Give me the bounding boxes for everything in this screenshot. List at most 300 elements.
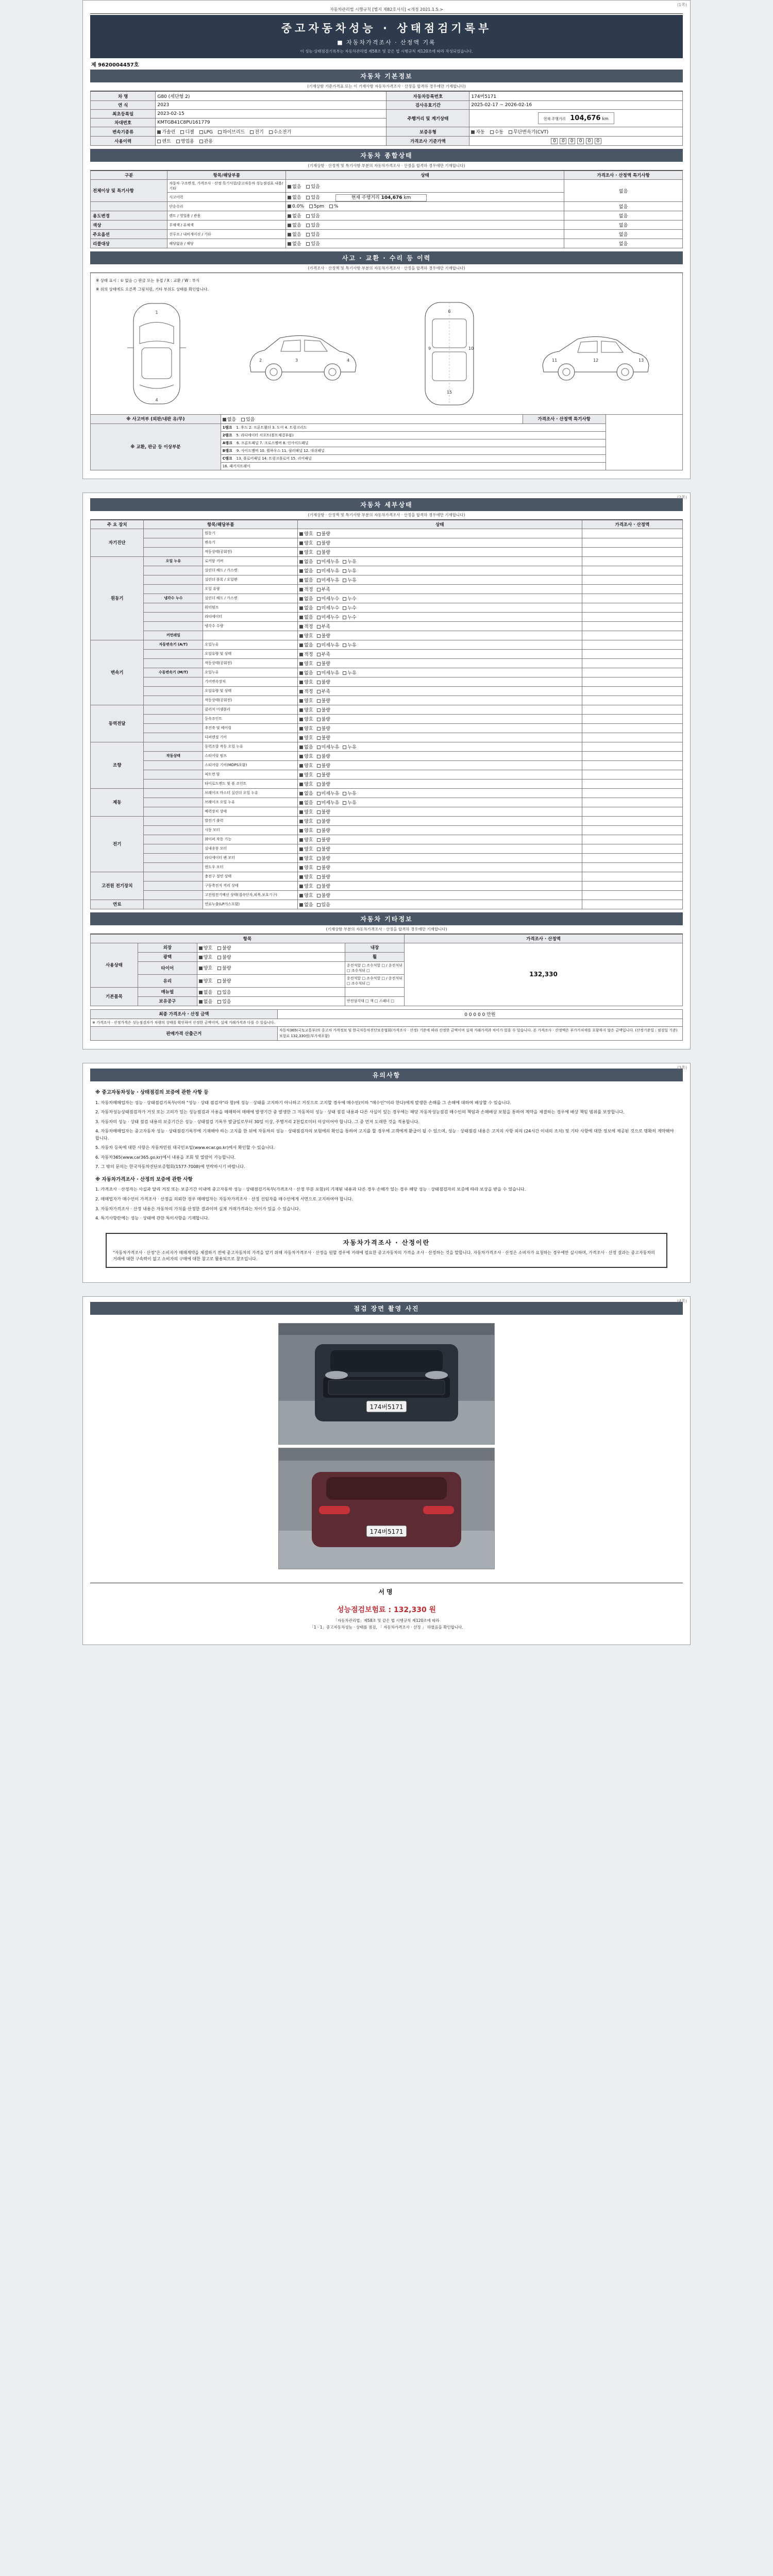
checkbox-icon[interactable] [317,708,321,712]
form-legal-ref: 자동차관리법 시행규칙 [별지 제82호서식] <개정 2021.1.5.> [90,6,683,14]
etc-opts-0[interactable]: 양호 불량 [197,943,345,952]
checkbox-icon[interactable] [299,718,303,721]
checkbox-icon[interactable] [299,634,303,638]
checkbox-icon[interactable] [299,690,303,693]
detail-item: 변속기 [203,538,298,547]
checkbox-icon[interactable] [317,597,321,601]
detail-state-options[interactable] [298,835,582,844]
checkbox-icon[interactable] [343,579,346,582]
checkbox-icon[interactable] [299,736,303,740]
checkbox-icon[interactable] [317,653,321,656]
checkbox-icon[interactable] [299,857,303,860]
detail-state-options[interactable] [298,529,582,538]
detail-state-options[interactable] [298,556,582,566]
checkbox-icon[interactable] [299,894,303,897]
trans-options-cell[interactable] [469,127,683,137]
detail-amount [582,788,682,798]
detail-state-label: 양호 [304,735,313,741]
checkbox-icon[interactable] [217,946,221,950]
overall-col-2: 상태 [286,171,564,180]
checkbox-icon[interactable] [317,606,321,610]
detail-subgroup [144,649,203,658]
detail-amount [582,825,682,835]
checkbox-icon[interactable] [317,736,321,740]
checkbox-icon[interactable] [299,671,303,675]
checkbox-icon[interactable] [157,140,161,143]
detail-amount [582,658,682,668]
checkbox-icon[interactable] [343,616,346,619]
checkbox-icon[interactable] [317,671,321,675]
checkbox-icon[interactable] [217,956,221,959]
detail-subgroup [144,900,203,909]
checkbox-icon[interactable] [299,699,303,703]
checkbox-icon[interactable] [299,755,303,758]
panel-items-0: 1. 후드 2. 프론트휀더 3. 도어 4. 트렁크리드 [236,425,307,430]
table-row [91,101,683,110]
checkbox-icon[interactable] [299,885,303,888]
checkbox-icon[interactable] [329,205,333,208]
checkbox-icon[interactable] [299,875,303,879]
table-row [91,733,683,742]
svg-text:4: 4 [347,358,350,363]
checkbox-icon[interactable] [299,848,303,851]
checkbox-icon[interactable] [217,991,221,994]
detail-state-label: 불량 [321,754,330,759]
checkbox-icon[interactable] [217,1000,221,1004]
detail-state-options[interactable] [298,742,582,751]
price-basis-body: 자동차365(국토교통부)의 중고차 가격정보 및 한국자동차진단보증협회(가격조사 · 산정) 기준에 따라 산정한 금액이며 실제 거래가격과 차이가 있을 수 있습니다. 본 가격조사 · 산정액은 부가가치세를 포함하지 않은 금액입니다. (산정기준일 : 점검일 기준) 보험료 132,330원(부가세포함) [277,1026,682,1040]
detail-state-label: 양호 [304,874,313,880]
table-row [91,538,683,547]
checkbox-icon[interactable] [343,671,346,675]
checkbox-icon[interactable] [299,820,303,823]
checkbox-icon[interactable] [317,690,321,693]
table-row [91,844,683,853]
checkbox-icon[interactable] [317,755,321,758]
checkbox-icon[interactable] [176,140,180,143]
basic-label-0: 차 명 [91,92,156,101]
detail-state-label: 누유 [347,670,357,676]
checkbox-icon[interactable] [343,643,346,647]
detail-state-options[interactable] [298,825,582,835]
checkbox-icon[interactable] [317,829,321,833]
checkbox-icon[interactable] [299,653,303,656]
page-4 [82,1296,691,1645]
checkbox-icon[interactable] [471,130,475,134]
checkbox-icon[interactable] [306,196,310,199]
checkbox-icon[interactable] [509,130,512,134]
detail-group-name: 원동기 [91,556,144,640]
panel-row-4 [221,454,606,462]
checkbox-icon[interactable] [299,597,303,601]
overall-state-4[interactable]: 없음 있음 [286,221,564,230]
detail-state-options[interactable] [298,853,582,862]
checkbox-icon[interactable] [317,857,321,860]
checkbox-icon[interactable] [317,894,321,897]
checkbox-icon[interactable] [490,130,494,134]
detail-state-label: 양호 [304,754,313,759]
table-row [91,1026,683,1040]
overall-note-0: 없음 [564,180,683,202]
checkbox-icon[interactable] [317,866,321,870]
overall-item-6: 해당없음 / 해당 [167,239,286,248]
checkbox-icon[interactable] [299,643,303,647]
svg-text:10: 10 [468,346,474,351]
table-row [91,649,683,658]
detail-state-options[interactable] [298,658,582,668]
overall-state-2[interactable]: 0.0% 5pm % [286,202,564,211]
table-row [91,556,683,566]
detail-state-options[interactable] [298,575,582,584]
detail-amount [582,742,682,751]
checkbox-icon[interactable] [299,838,303,842]
svg-text:4: 4 [155,397,158,402]
checkbox-icon[interactable] [299,708,303,712]
detail-state-options[interactable] [298,844,582,853]
checkbox-icon[interactable] [223,418,226,421]
use-options-cell[interactable] [156,137,386,146]
checkbox-icon[interactable] [299,745,303,749]
table-row [91,1009,683,1019]
checkbox-icon[interactable] [343,792,346,795]
detail-state-options[interactable] [298,696,582,705]
page-title: 중고자동차성능 · 상태점검기록부 [281,22,492,35]
checkbox-icon[interactable] [217,979,221,983]
checkbox-icon[interactable] [317,773,321,777]
footer-legal [90,1616,683,1636]
etc-opts-1[interactable]: 양호 불량 [197,952,345,961]
digit-box: 0 [568,138,575,144]
fuel-opt-4: 전기 [255,130,264,135]
detail-state-options[interactable] [298,788,582,798]
accident-check-label: ※ 사고여부 (외판/내판 유/무) [91,414,221,423]
checkbox-icon[interactable] [299,829,303,833]
checkbox-icon[interactable] [317,885,321,888]
basic-label2-4: 보증유형 [386,127,469,137]
checkbox-icon[interactable] [299,866,303,870]
detail-item: 로커암 커버 [203,556,298,566]
checkbox-icon[interactable] [299,569,303,573]
table-row [91,742,683,751]
detail-amount [582,538,682,547]
checkbox-icon[interactable] [306,214,310,218]
checkbox-icon[interactable] [269,130,273,134]
detail-state-label: 누유 [347,800,357,806]
checkbox-icon[interactable] [157,130,161,134]
checkbox-icon[interactable] [317,634,321,638]
table-row [91,612,683,621]
detail-state-options[interactable] [298,714,582,723]
checkbox-icon[interactable] [299,783,303,786]
checkbox-icon[interactable] [299,801,303,805]
checkbox-icon[interactable] [299,681,303,684]
checkbox-icon[interactable] [299,773,303,777]
etc-opts-2[interactable]: 양호 불량 [197,961,345,974]
checkbox-icon[interactable] [343,801,346,805]
checkbox-icon[interactable] [288,205,291,208]
detail-state-options[interactable] [298,584,582,594]
checkbox-icon[interactable] [199,1000,203,1004]
checkbox-icon[interactable] [288,233,291,236]
accident-note-label: 가격조사 · 산정액 특기사항 [523,414,606,423]
detail-group-name: 연료 [91,900,144,909]
detail-state-options[interactable] [298,807,582,816]
overall-state-1[interactable]: 없음 있음 현재 주행거리 104,676 km [286,193,564,202]
detail-state-label: 양호 [304,680,313,685]
table-row [91,547,683,556]
checkbox-icon[interactable] [317,838,321,842]
table-row [91,640,683,649]
checkbox-icon[interactable] [317,783,321,786]
detail-item: 와이퍼 작동 기능 [203,835,298,844]
checkbox-icon[interactable] [306,233,310,236]
checkbox-icon[interactable] [317,848,321,851]
overall-section-sub: (기재상항 · 산정액 및 특기사항 부분의 자동차가격조사 · 산정을 합격하 경우에만 기재합니다) [90,162,683,171]
detail-state-label: 양호 [304,828,313,834]
digit-box: 0 [577,138,584,144]
checkbox-icon[interactable] [306,242,310,246]
checkbox-icon[interactable] [317,727,321,731]
checkbox-icon[interactable] [317,718,321,721]
detail-state-options[interactable] [298,705,582,714]
detail-item: 고전원전기배선 상태(접속단자,피복,보호기구) [203,890,298,900]
etc-opts-3[interactable]: 양호 불량 [197,974,345,987]
checkbox-icon[interactable] [343,597,346,601]
checkbox-icon[interactable] [288,214,291,218]
detail-state-options[interactable] [298,621,582,631]
overall-note-4: 없음 [564,221,683,230]
checkbox-icon[interactable] [309,205,313,208]
detail-state-options[interactable] [298,631,582,640]
checkbox-icon[interactable] [299,532,303,536]
checkbox-icon[interactable] [199,991,203,994]
accident-check-value[interactable]: 없음 있음 [221,414,523,423]
etc-group-label: 사용상태 [91,943,138,987]
checkbox-icon[interactable] [306,224,310,227]
detail-subgroup [144,603,203,612]
basic-label2-0: 자동차등록번호 [386,92,469,101]
etc-col-0: 항목 [91,934,405,943]
checkbox-icon[interactable] [299,792,303,795]
detail-subgroup [144,779,203,788]
detail-state-label: 미세누수 [321,615,340,620]
detail-item: 연료누출(LP가스포함) [203,900,298,909]
detail-state-options[interactable] [298,816,582,825]
detail-state-label: 적정 [304,689,313,694]
panel-row-2 [221,439,606,447]
checkbox-icon[interactable] [288,224,291,227]
checkbox-icon[interactable] [299,764,303,768]
detail-state-options[interactable] [298,760,582,770]
svg-text:174버5171: 174버5171 [369,1528,404,1536]
checkbox-icon[interactable] [317,699,321,703]
checkbox-icon[interactable] [317,588,321,591]
etc-opts-4[interactable]: 없음 있음 [197,987,345,996]
checkbox-icon[interactable] [299,662,303,666]
detail-amount [582,705,682,714]
checkbox-icon[interactable] [299,625,303,629]
checkbox-icon[interactable] [317,625,321,629]
table-row [91,816,683,825]
detail-state-options[interactable] [298,686,582,696]
checkbox-icon[interactable] [218,130,222,134]
checkbox-icon[interactable] [199,130,203,134]
checkbox-icon[interactable] [317,810,321,814]
checkbox-icon[interactable] [343,745,346,749]
detail-subgroup [144,872,203,881]
detail-state-options[interactable] [298,770,582,779]
checkbox-icon[interactable] [299,810,303,814]
checkbox-icon[interactable] [288,196,291,199]
detail-state-options[interactable] [298,798,582,807]
detail-subgroup [144,705,203,714]
detail-state-options[interactable] [298,603,582,612]
checkbox-icon[interactable] [199,979,203,983]
detail-subgroup [144,547,203,556]
callout-body: "자동차가격조사 · 산정"은 소비자가 매매계약을 체결하기 전에 중고자동차의 가격을 알기 위해 자동차가격조사 · 산정을 원할 경우에 거래에 필요한 중고자동차의 가격을 조사 · 산정하는 것을 말합니다. 자동차가격조사 · 산정은 소비자가 요청하는 경우에만 실시하며, 가격조사 · 산정 결과는 중고자동차의 거래에 대한 구속력이 없고 소비자의 구매에 대한 참고로 활용되므로 참조입니다. [113,1250,655,1262]
detail-state-label: 부족 [321,689,330,694]
panel-rank-4: C랭크 [222,456,232,461]
detail-state-label: 불량 [321,735,330,741]
detail-state-options[interactable] [298,779,582,788]
detail-state-label: 미세누유 [321,559,340,565]
table-row [91,881,683,890]
mileage-label: 현재 주행거리 [543,117,566,121]
detail-state-options[interactable] [298,751,582,760]
detail-state-options[interactable] [298,547,582,556]
vehicle-rear-photo [278,1448,495,1569]
checkbox-icon[interactable] [288,185,291,189]
checkbox-icon[interactable] [317,643,321,647]
checkbox-icon[interactable] [217,967,221,970]
checkbox-icon[interactable] [306,185,310,189]
detail-state-options[interactable] [298,594,582,603]
overall-note-6: 없음 [564,239,683,248]
checkbox-icon[interactable] [317,569,321,573]
checkbox-icon[interactable] [299,551,303,554]
checkbox-icon[interactable] [317,560,321,564]
detail-subgroup: 커먼레일 [144,631,203,640]
etc-opts-5[interactable]: 없음 있음 [197,996,345,1006]
detail-state-label: 누수 [347,605,357,611]
detail-item: 오일 유량 [203,584,298,594]
checkbox-icon[interactable] [199,140,203,143]
detail-state-options[interactable] [298,733,582,742]
detail-state-options[interactable] [298,881,582,890]
checkbox-icon[interactable] [317,662,321,666]
table-row [91,137,683,146]
checkbox-icon[interactable] [299,606,303,610]
checkbox-icon[interactable] [317,820,321,823]
checkbox-icon[interactable] [317,541,321,545]
checkbox-icon[interactable] [343,560,346,564]
checkbox-icon[interactable] [288,242,291,246]
table-row [91,566,683,575]
checkbox-icon[interactable] [317,745,321,749]
final-price-table [90,1009,683,1041]
checkbox-icon[interactable] [317,903,321,907]
etc-group-label-2: 기본품목 [91,987,138,1006]
checkbox-icon[interactable] [299,903,303,907]
detail-item: 스티어링 펌프 [203,751,298,760]
table-row [91,677,683,686]
repair-label: ※ 교환, 판금 등 이상부분 [91,423,221,470]
detail-subgroup [144,575,203,584]
detail-state-options[interactable] [298,890,582,900]
detail-state-options[interactable] [298,566,582,575]
checkbox-icon[interactable] [299,541,303,545]
checkbox-icon[interactable] [317,616,321,619]
overall-state-5[interactable]: 없음 있음 [286,230,564,239]
checkbox-icon[interactable] [250,130,254,134]
checkbox-icon[interactable] [241,418,245,421]
overall-state-6[interactable]: 없음 있음 [286,239,564,248]
checkbox-icon[interactable] [299,588,303,591]
basic-info-section-sub: (기재상항 기준가격표 또는 이 기재사항 자동차가격조사 · 산정을 합격하 경우에만 기재합니다) [90,82,683,91]
checkbox-icon[interactable] [199,956,203,959]
detail-state-options[interactable] [298,612,582,621]
checkbox-icon[interactable] [199,946,203,950]
detail-state-options[interactable] [298,649,582,658]
etc-label-2: 타이어 [138,961,197,974]
overall-state-0[interactable]: 없음 있음 [286,180,564,193]
overall-state-3[interactable]: 없음 있음 [286,211,564,221]
detail-state-options[interactable] [298,538,582,547]
detail-subgroup [144,844,203,853]
checkbox-icon[interactable] [317,764,321,768]
checkbox-icon[interactable] [299,560,303,564]
detail-state-label: 부족 [321,624,330,630]
checkbox-icon[interactable] [180,130,184,134]
checkbox-icon[interactable] [317,801,321,805]
detail-state-options[interactable] [298,723,582,733]
detail-amount [582,900,682,909]
checkbox-icon[interactable] [317,681,321,684]
detail-state-options[interactable] [298,862,582,872]
detail-state-label: 미세누유 [321,642,340,648]
detail-state-label: 불량 [321,819,330,824]
detail-state-label: 없음 [304,559,313,565]
detail-state-options[interactable] [298,872,582,881]
checkbox-icon[interactable] [299,616,303,619]
table-row [91,230,683,239]
detail-amount [582,872,682,881]
detail-amount [582,529,682,538]
checkbox-icon[interactable] [317,792,321,795]
checkbox-icon[interactable] [317,532,321,536]
detail-group-name: 동력전달 [91,705,144,742]
checkbox-icon[interactable] [317,551,321,554]
fuel-options-cell[interactable] [156,127,386,137]
svg-text:13: 13 [638,358,644,363]
detail-state-options[interactable] [298,668,582,677]
checkbox-icon[interactable] [343,606,346,610]
detail-state-options[interactable] [298,677,582,686]
detail-state-options[interactable] [298,900,582,909]
table-row [91,835,683,844]
detail-state-label: 양호 [304,865,313,871]
checkbox-icon[interactable] [299,727,303,731]
checkbox-icon[interactable] [317,875,321,879]
checkbox-icon[interactable] [343,569,346,573]
page-subtitle: ■ 자동차가격조사 · 산정액 기록 [337,39,436,46]
detail-state-options[interactable] [298,640,582,649]
detail-subgroup: 냉각수 누수 [144,594,203,603]
checkbox-icon[interactable] [199,967,203,970]
detail-item: 실린더 헤드 / 가스켓 [203,594,298,603]
checkbox-icon[interactable] [299,579,303,582]
checkbox-icon[interactable] [317,579,321,582]
